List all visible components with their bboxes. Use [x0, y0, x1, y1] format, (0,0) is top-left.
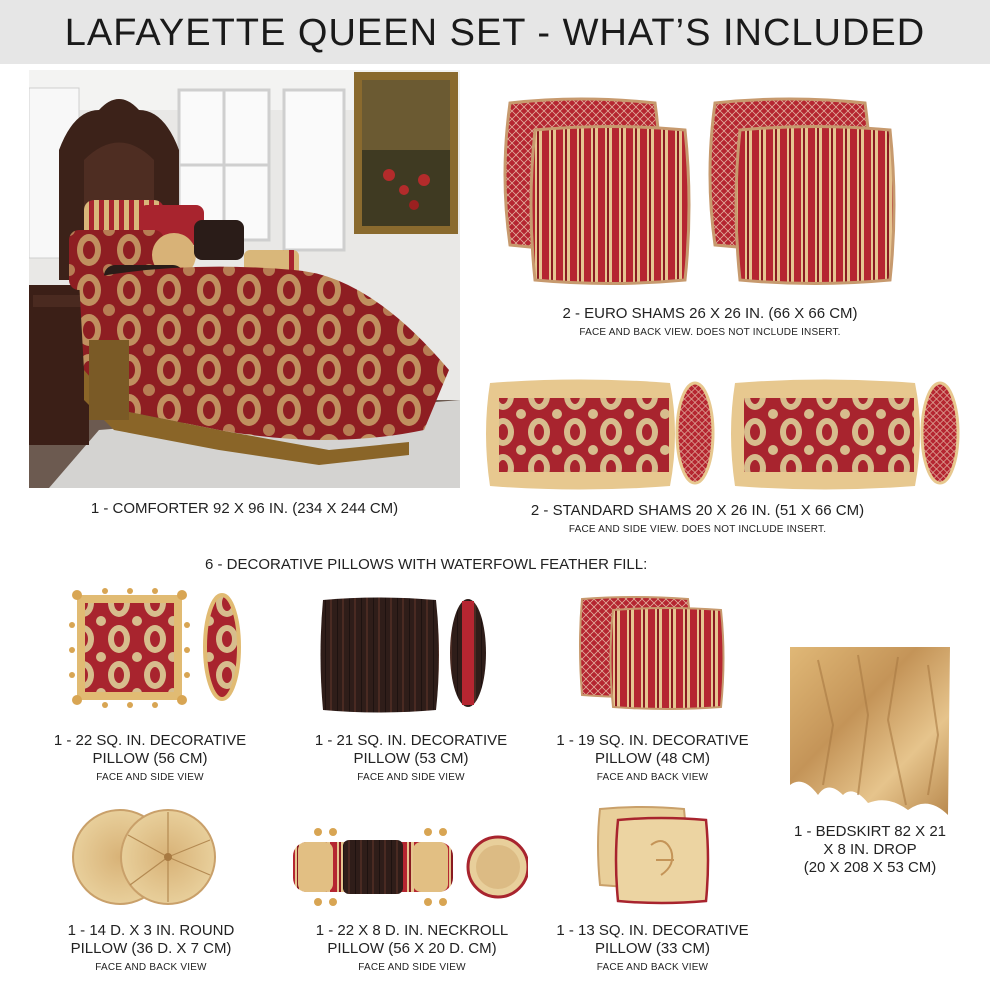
round-pillow-line2: PILLOW (36 D. X 7 CM)	[70, 940, 232, 957]
pillow-22-line2: PILLOW (56 CM)	[92, 750, 208, 767]
round-pillow-note: FACE AND BACK VIEW	[95, 962, 207, 973]
pillow-22-caption	[40, 732, 260, 783]
standard-shams-label: 2 - STANDARD SHAMS 20 X 26 IN. (51 X 66 CM)	[530, 502, 865, 519]
pillow-21-caption	[300, 732, 522, 783]
comforter-label: 1 - COMFORTER 92 X 96 IN. (234 X 244 CM)	[90, 500, 399, 517]
pillow-13-line1: 1 - 13 SQ. IN. DECORATIVE	[556, 922, 749, 939]
pillow-13-line2: PILLOW (33 CM)	[594, 940, 711, 957]
pillow-22-line1: 1 - 22 SQ. IN. DECORATIVE	[53, 732, 247, 749]
standard-shams-note: FACE AND SIDE VIEW. DOES NOT INCLUDE INSERT.	[568, 524, 827, 535]
pillow-19-line2: PILLOW (48 CM)	[594, 750, 711, 767]
euro-shams-caption	[500, 305, 920, 338]
pillow-21-line1: 1 - 21 SQ. IN. DECORATIVE	[314, 732, 508, 749]
pillow-13-illustration	[596, 805, 711, 905]
pillow-21-note: FACE AND SIDE VIEW	[357, 772, 465, 783]
standard-shams-illustration	[485, 378, 965, 493]
pillow-21-line2: PILLOW (53 CM)	[353, 750, 469, 767]
neckroll-illustration	[288, 822, 528, 912]
title-banner	[0, 0, 990, 64]
euro-shams-label: 2 - EURO SHAMS 26 X 26 IN. (66 X 66 CM)	[562, 305, 858, 322]
pillow-19-caption	[545, 732, 760, 783]
euro-shams-illustration	[500, 95, 900, 290]
bedskirt-illustration	[788, 645, 953, 815]
neckroll-line1: 1 - 22 X 8 D. IN. NECKROLL	[315, 922, 509, 939]
neckroll-caption	[298, 922, 526, 973]
standard-shams-caption	[485, 502, 910, 535]
neckroll-line2: PILLOW (56 X 20 D. CM)	[327, 940, 497, 957]
pillow-19-illustration	[578, 595, 728, 715]
pillow-13-note: FACE AND BACK VIEW	[596, 962, 709, 973]
euro-shams-note: FACE AND BACK VIEW. DOES NOT INCLUDE INSERT.	[579, 327, 841, 338]
neckroll-note: FACE AND SIDE VIEW	[358, 962, 466, 973]
round-pillow-line1: 1 - 14 D. X 3 IN. ROUND	[67, 922, 235, 939]
decorative-pillows-heading: 6 - DECORATIVE PILLOWS WITH WATERFOWL FEATHER FILL:	[205, 556, 648, 573]
page-title: LAFAYETTE QUEEN SET - WHAT’S INCLUDED	[64, 12, 926, 54]
bedskirt-caption	[770, 823, 970, 877]
bedskirt-line3: (20 X 208 X 53 CM)	[803, 859, 937, 876]
pillow-13-caption	[545, 922, 760, 973]
round-pillow-illustration	[70, 805, 220, 910]
pillow-19-note: FACE AND BACK VIEW	[596, 772, 709, 783]
pillow-22-note: FACE AND SIDE VIEW	[96, 772, 204, 783]
pillow-19-line1: 1 - 19 SQ. IN. DECORATIVE	[556, 732, 749, 749]
round-pillow-caption	[40, 922, 262, 973]
bedroom-photo	[29, 70, 460, 488]
comforter-caption	[29, 500, 460, 518]
bedskirt-line1: 1 - BEDSKIRT 82 X 21	[793, 823, 947, 840]
pillow-22-illustration	[65, 585, 245, 715]
pillow-21-illustration	[318, 595, 498, 715]
bedskirt-line2: X 8 IN. DROP	[823, 841, 917, 858]
